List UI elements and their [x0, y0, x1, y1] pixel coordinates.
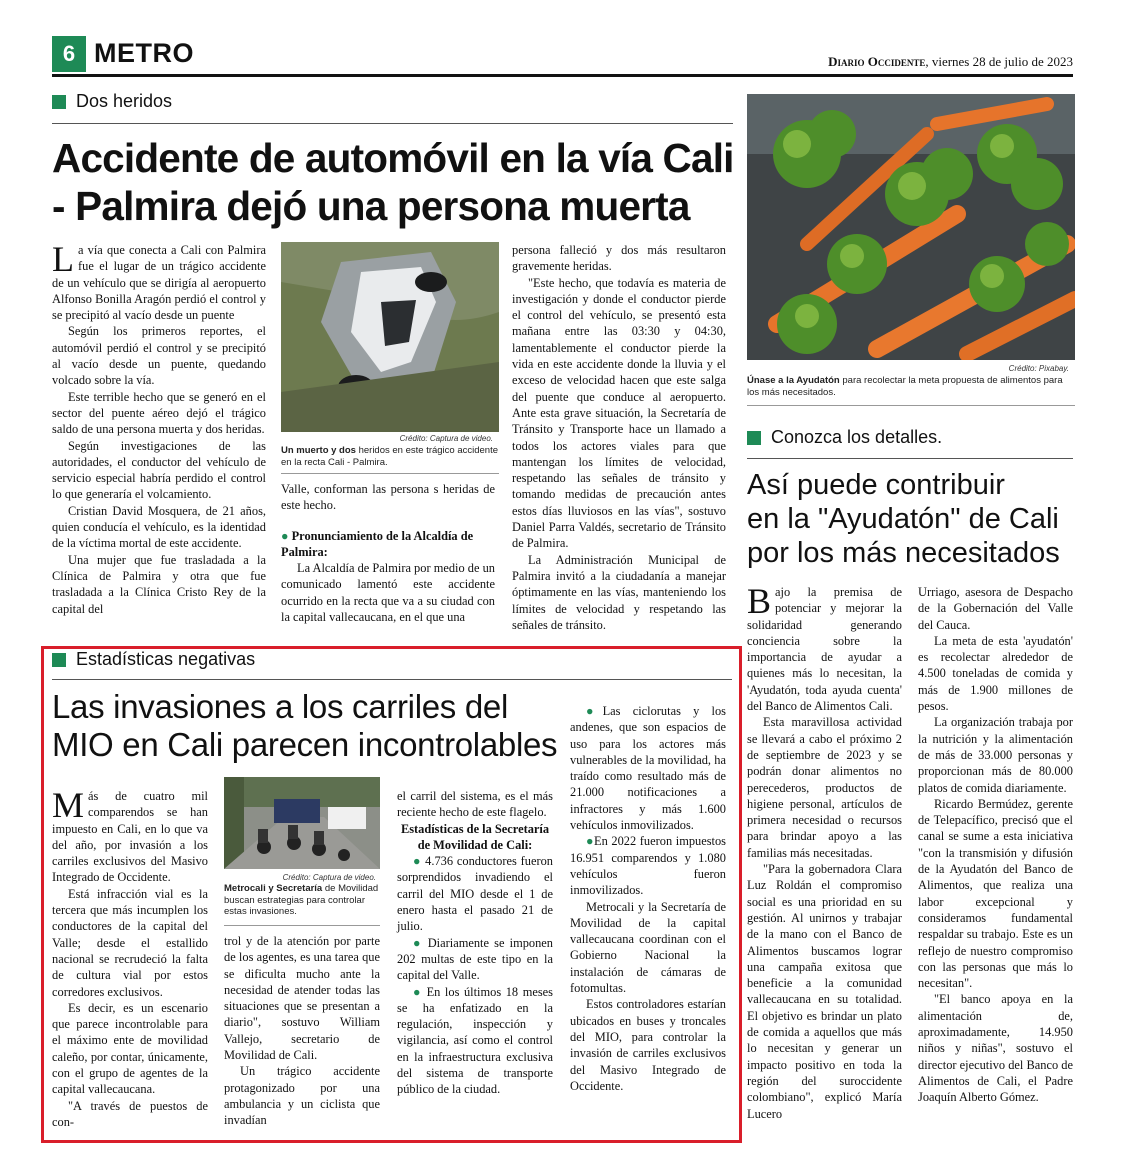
caption-rule: [224, 925, 380, 926]
headline-line: por los más necesitados: [747, 537, 1060, 569]
tag-rule: [52, 123, 733, 124]
article2-tag: [52, 649, 255, 670]
paragraph: La organización trabaja por la nutrición y la alimentación de más de 33.000 personas y proporcionan más de 80.000 platos de comida diariamente.: [918, 715, 1073, 795]
paragraph: La Administración Municipal de Palmira invitó a la ciudadanía a manejar óptimamente en las vías, manteniendo los límites de velocidad y respetando las señales de tránsito.: [512, 552, 726, 632]
photo-credit: Crédito: Captura de video.: [399, 434, 493, 443]
dropcap: L: [52, 239, 74, 279]
paragraph: Estos controladores estarían ubicados en buses y troncales del MIO, para controlar la invasión de carriles exclusivos del Masivo Integrado de Occidente.: [570, 997, 726, 1093]
paragraph: Según los primeros reportes, el automóvil perdió el control y se precipitó al vacío desde un puente, quedando volcado sobre la vía.: [52, 324, 266, 388]
broccoli-carrots-photo: [747, 94, 1075, 360]
paragraph: "A través de puestos de con-: [52, 1098, 208, 1129]
paragraph: trol y de la atención por parte de los agentes, es una tarea que se dificulta mucho ante la necesidad de atender todas las situaciones que se presentan a diario", sostuvo William Vallejo, secretario de Movilidad de Cali.: [224, 934, 380, 1063]
paragraph: Una mujer que fue trasladada a la Clínica de Palmira y otra que fue trasladada a la Clínica Cristo Rey de la capital del: [52, 552, 266, 616]
tag-label: Estadísticas negativas: [76, 649, 256, 669]
paragraph: La meta de esta 'ayudatón' es recolectar alrededor de 4.500 toneladas de comida y más de 1.900 millones de pesos.: [918, 633, 1073, 714]
tag-square-icon: [747, 431, 761, 445]
paragraph: Cristian David Mosquera, de 21 años, quien conducía el vehículo, es la identidad de la víctima mortal de este accidente.: [52, 503, 266, 551]
list-item: Diariamente se imponen 202 multas de este tipo en la capital del Valle.: [397, 935, 553, 983]
tag-square-icon: [52, 653, 66, 667]
tag-rule: [747, 458, 1073, 459]
paragraph: el carril del sistema, es el más reciente hecho de este flagelo.: [397, 789, 553, 820]
caption-bold: Únase a la Ayudatón: [747, 375, 840, 386]
caption-text: heridos en este trágico accidente en la recta Cali - Palmira.: [281, 445, 499, 468]
list-item: En los últimos 18 meses se ha enfatizado en la regulación, inspección y vigilancia, así como el control en la infraestructura exclusiva del sistema de transporte público de la ciudad.: [397, 984, 554, 1097]
paragraph: Un trágico accidente protagonizado por una ambulancia y un ciclista que invadían: [224, 1064, 380, 1128]
headline-line: Las invasiones a los carriles del: [52, 688, 508, 725]
article1-column-3: [512, 242, 726, 633]
dropcap: B: [747, 581, 772, 621]
headline-line: - Palmira dejó una persona muerta: [52, 183, 690, 229]
tag-label: Dos heridos: [76, 91, 173, 111]
paragraph: La Alcaldía de Palmira por medio de un comunicado lamentó este accidente ocurrido en la recta que va a su ciudad con la capital vallecaucana, en el que una: [281, 561, 495, 625]
bullet-dot-icon: ●: [413, 854, 422, 869]
paragraph: Según investigaciones de las autoridades, el conductor del vehículo de servicio especial habría perdido el control lo que generaría el volcamiento.: [52, 438, 266, 502]
article2-column-2: [224, 933, 380, 1129]
bullet-dot-icon: ●: [413, 935, 423, 950]
sidebar-headline: [747, 468, 1077, 570]
paragraph: Urriago, asesora de Despacho de la Gobernación del Valle del Cauca.: [918, 585, 1073, 632]
headline-line: en la "Ayudatón" de Cali: [747, 503, 1059, 535]
article1-tag: [52, 91, 172, 112]
paragraph: a vía que conecta a Cali con Palmira fue el lugar de un trágico accidente de un vehículo que se dirigía al aeropuerto Alfonso Bonilla Aragón perdió el control y se precipitó al vacío desde un puente: [52, 243, 266, 323]
sidebar-column-2: [918, 584, 1073, 1106]
article1-column-2: [281, 481, 495, 625]
traffic-photo: [224, 777, 380, 869]
sidebar-tag: [747, 427, 942, 448]
paragraph: Es decir, es un escenario que parece incontrolable para el máximo ente de movilidad caleño, por contar, únicamente, con el grupo de agentes de la capital vallecaucana.: [52, 1000, 208, 1097]
tag-label: Conozca los detalles.: [771, 427, 943, 447]
bullet-dot-icon: ●: [413, 984, 422, 999]
caption-rule: [747, 405, 1075, 406]
paragraph: "Este hecho, que todavía es materia de investigación y donde el conductor pierde el control del vehículo, se presentó esta mañana entre las 03:30 y 04:30, lamentablemente el conductor pierde la vida en este accidente donde la lluvia y el exceso de velocidad hacen que este salga del puente que conduce al aeropuerto. Ante esta grave situación, la Secretaría de Tránsito y Transporte hace un llamado a todos los actores viales para que mantengan los límites de velocidad, respetando las señales de tránsito y tomando medidas de precaución antes estos días lluviosos en las vías", sostuvo Daniel Parra Valdés, secretario de Tránsito de Palmira.: [512, 275, 726, 551]
list-item: En 2022 fueron impuestos 16.951 comparendos y 1.080 vehículos fueron inmovilizados.: [570, 834, 727, 898]
paragraph: Metrocali y la Secretaría de Movilidad de la capital vallecaucana coordinan con el Gobierno Nacional la instalación de cámaras de fotomultas.: [570, 899, 726, 996]
caption-text: de Movilidad buscan estrategias para controlar estas invasiones.: [224, 883, 379, 917]
bullet-dot-icon: ●: [586, 834, 595, 849]
subheading: Estadísticas de la Secretaría de Movilidad de Cali:: [400, 821, 550, 852]
issue-date: , viernes 28 de julio de 2023: [925, 54, 1073, 69]
caption-bold: Un muerto y dos: [281, 445, 356, 456]
paragraph: Esta maravillosa actividad se llevará a cabo el próximo 2 de septiembre de 2023 y se podrán donar alimentos no perecederos, productos de higiene personal, artículos de primera necesidad o recursos para brindar apoyo a las familias más necesitadas.: [747, 715, 902, 860]
page-number: 6: [52, 36, 86, 72]
photo-caption: [281, 445, 499, 468]
tag-rule: [52, 679, 732, 680]
article2-column-3: [397, 788, 553, 1098]
bullet-dot-icon: ●: [586, 704, 603, 718]
header-rule: [52, 74, 1073, 77]
paragraph: Está infracción vial es la tercera que más incumplen los conductores de la capital del Valle; desde el estallido nacional se recrudeció la falta de cultura vial por estos corredores exclusivos.: [52, 886, 208, 999]
paragraph: ás de cuatro mil comparendos se han impuesto en Cali, en lo que va del año, por invasión a los carriles exclusivos del Masivo Integrado de Occidente.: [52, 789, 208, 885]
bullet-dot-icon: ●: [281, 528, 289, 543]
tag-square-icon: [52, 95, 66, 109]
article1-column-1: [52, 239, 266, 617]
sidebar-column-1: [747, 581, 902, 1122]
masthead-date: [828, 54, 1073, 70]
paragraph: Este terrible hecho que se generó en el sector del puente aéreo dejó el trágico saldo de una persona muerta y dos heridas.: [52, 389, 266, 437]
paragraph: persona falleció y dos más resultaron gravemente heridas.: [512, 243, 726, 274]
subheading: Pronunciamiento de la Alcaldía de Palmira:: [281, 528, 474, 559]
caption-bold: Metrocali y Secretaría: [224, 883, 323, 894]
headline-line: Así puede contribuir: [747, 469, 1005, 501]
dropcap: M: [52, 785, 85, 825]
article2-column-1: [52, 785, 208, 1130]
paragraph: "El banco apoya en la alimentación de, aproximadamente, 14.950 niños y niñas", sostuvo el director ejecutivo del Banco de Alimentos de Cali, el Padre Joaquín Alberto Gómez.: [918, 992, 1073, 1105]
headline-line: MIO en Cali parecen incontrolables: [52, 726, 558, 763]
section-title: METRO: [94, 38, 194, 68]
paper-name: Diario Occidente: [828, 54, 926, 69]
article1-headline: [52, 134, 742, 230]
caption-text: para recolectar la meta propuesta de alimentos para los más necesitados.: [747, 375, 1063, 398]
photo-credit: Crédito: Captura de video.: [282, 873, 376, 882]
photo-caption: [224, 883, 380, 918]
photo-credit: Crédito: Pixabay.: [1008, 364, 1069, 373]
caption-rule: [281, 473, 499, 474]
paragraph: "Para la gobernadora Clara Luz Roldán el compromiso social es una prioridad en su gestión. Al unirnos y trabajar de la mano con el Banco de Alimentos buscamos lograr una campaña exitosa que beneficie a la comunidad vallecaucana en su totalidad. El objetivo es brindar un plato de comida a aquellos que más lo necesitan y generar un impacto positivo en toda la región del suroccidente colombiano", explicó María Lucero: [747, 862, 902, 1121]
paragraph: Valle, conforman las persona s heridas de este hecho.: [281, 482, 495, 513]
paragraph: Ricardo Bermúdez, gerente de Telepacífico, precisó que el canal se sume a esta iniciativa "con la transmisión y difusión de la Ayudatón del Banco de Alimentos, que realiza una labor excepcional y consideramos fundamental respaldar su trabajo. Este es un reflejo de nuestro compromiso con las personas que más lo necesitan".: [918, 796, 1073, 991]
list-item: Las ciclorutas y los andenes, que son espacios de uso para los actores más vulnerables de la movilidad, ha traído como resultado más de 21.000 notificaciones a infractores y más 1.600 vehículos inmovilizados.: [570, 704, 726, 833]
paragraph: ajo la premisa de potenciar y mejorar la solidaridad generando conciencia sobre la importancia de ayudar a quienes más lo necesitan, la 'Ayudatón, toda ayuda cuenta' del Banco de Alimentos Cali.: [747, 585, 902, 714]
car-accident-photo: [281, 242, 499, 432]
headline-line: Accidente de automóvil en la vía Cali: [52, 135, 734, 181]
list-item: 4.736 conductores fueron sorprendidos invadiendo el carril del MIO desde el 1 de enero hasta el pasado 21 de julio.: [397, 854, 553, 934]
article2-column-4: [570, 703, 726, 1094]
photo-caption: [747, 375, 1075, 398]
